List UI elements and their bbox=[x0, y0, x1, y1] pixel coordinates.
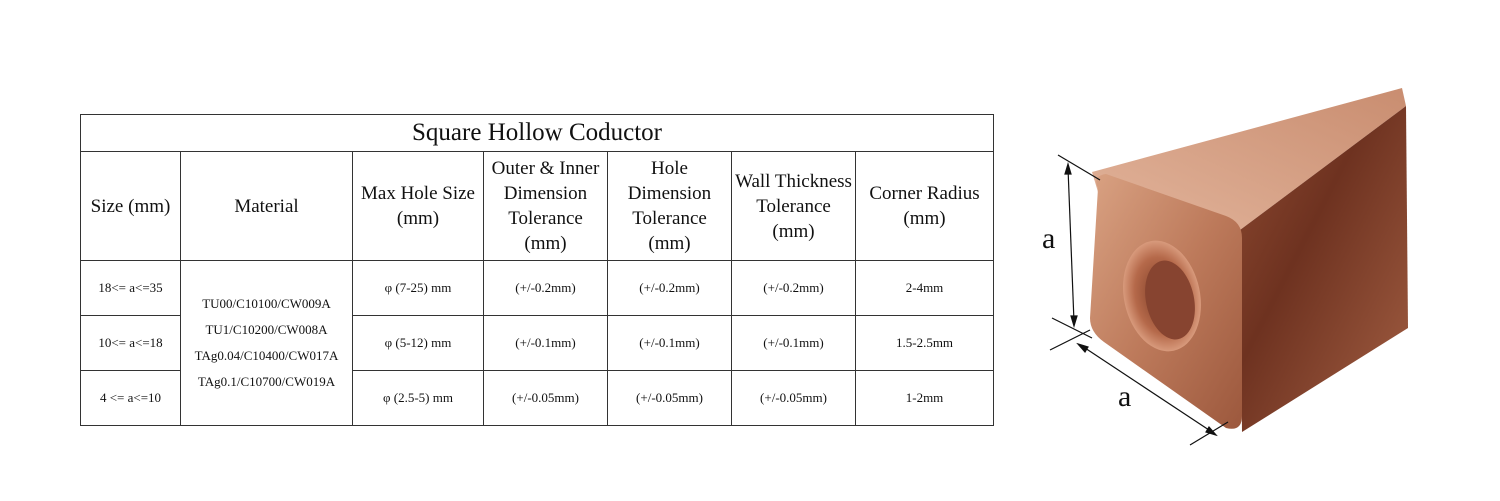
hole-tolerance-cell: (+/-0.2mm) bbox=[608, 261, 732, 316]
outer-tolerance-cell: (+/-0.1mm) bbox=[484, 316, 608, 371]
outer-tolerance-cell: (+/-0.2mm) bbox=[484, 261, 608, 316]
header-hole-tolerance: Hole Dimension Tolerance (mm) bbox=[608, 152, 732, 261]
wall-tolerance-cell: (+/-0.2mm) bbox=[732, 261, 856, 316]
hole-size-cell: φ (5-12) mm bbox=[353, 316, 484, 371]
material-item: TU00/C10100/CW009A bbox=[202, 296, 331, 311]
table-row bbox=[81, 261, 994, 316]
spec-table bbox=[80, 114, 994, 426]
hole-size-cell: φ (7-25) mm bbox=[353, 261, 484, 316]
table-title: Square Hollow Coductor bbox=[81, 115, 994, 152]
copper-conductor-illustration bbox=[1030, 60, 1450, 470]
corner-radius-cell: 1-2mm bbox=[856, 371, 994, 426]
dimension-label-height: a bbox=[1042, 222, 1056, 255]
material-cell bbox=[181, 261, 353, 426]
header-corner-radius: Corner Radius (mm) bbox=[856, 152, 994, 261]
header-outer-inner-tolerance: Outer & Inner Dimension Tolerance (mm) bbox=[484, 152, 608, 261]
size-cell: 18<= a<=35 bbox=[81, 261, 181, 316]
header-material: Material bbox=[181, 152, 353, 261]
dimension-label-width: a bbox=[1118, 380, 1132, 413]
size-cell: 4 <= a<=10 bbox=[81, 371, 181, 426]
material-item: TU1/C10200/CW008A bbox=[205, 322, 328, 337]
corner-radius-cell: 2-4mm bbox=[856, 261, 994, 316]
corner-radius-cell: 1.5-2.5mm bbox=[856, 316, 994, 371]
hole-size-cell: φ (2.5-5) mm bbox=[353, 371, 484, 426]
outer-tolerance-cell: (+/-0.05mm) bbox=[484, 371, 608, 426]
header-size: Size (mm) bbox=[81, 152, 181, 261]
header-max-hole-size: Max Hole Size (mm) bbox=[353, 152, 484, 261]
material-item: TAg0.1/C10700/CW019A bbox=[197, 374, 336, 389]
wall-tolerance-cell: (+/-0.05mm) bbox=[732, 371, 856, 426]
wall-tolerance-cell: (+/-0.1mm) bbox=[732, 316, 856, 371]
hole-tolerance-cell: (+/-0.05mm) bbox=[608, 371, 732, 426]
hole-tolerance-cell: (+/-0.1mm) bbox=[608, 316, 732, 371]
header-wall-thickness-tolerance: Wall Thickness Tolerance (mm) bbox=[732, 152, 856, 261]
size-cell: 10<= a<=18 bbox=[81, 316, 181, 371]
material-item: TAg0.04/C10400/CW017A bbox=[194, 348, 339, 363]
